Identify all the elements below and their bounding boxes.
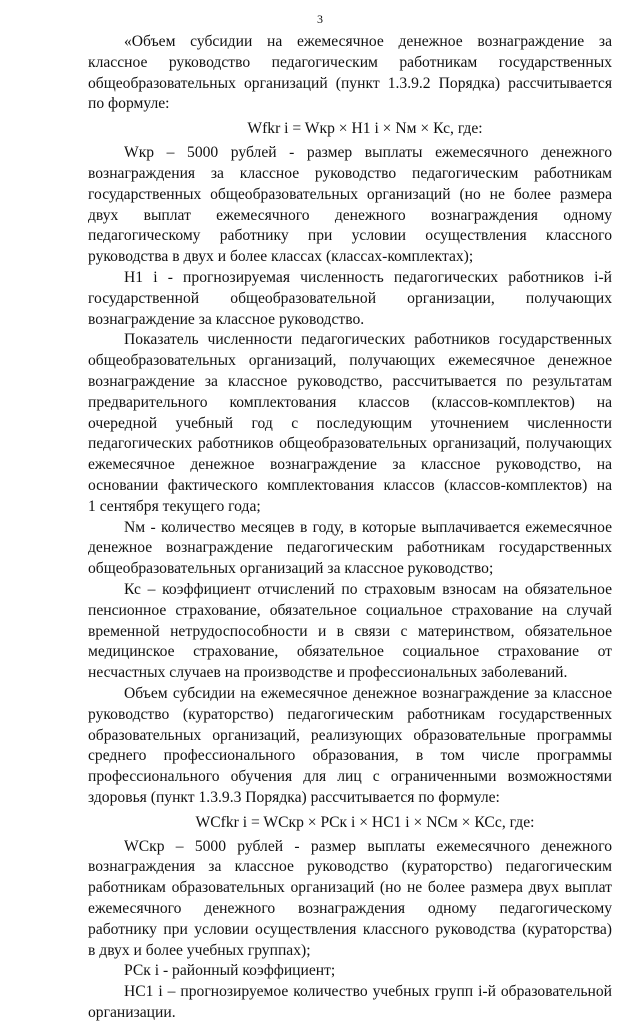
text-line: РСк i - районный коэффициент;	[124, 962, 336, 980]
text-line: по формуле:	[88, 95, 170, 113]
text-line: работникам образовательных организаций (но не более размера двух выплат	[88, 879, 612, 897]
text-line: ежемесячное денежное вознаграждение за классное руководство, на	[88, 456, 612, 474]
text-line: среднего профессионального образования, в том числе программы	[88, 747, 612, 765]
text-line: государственной общеобразовательной организации, получающих	[88, 289, 612, 307]
page-number: 3	[317, 12, 323, 26]
text-line: классное руководство педагогическим работникам государственных	[88, 53, 612, 71]
text-line: организации.	[88, 1004, 176, 1022]
formula: Wfkr i = Wкр × Н1 i × Nм × Кс, где:	[247, 120, 483, 138]
text-line: руководство (кураторство) педагогическим работникам государственных	[88, 705, 612, 723]
text-line: руководства в двух и более классах (классах-комплектах);	[88, 248, 474, 266]
text-line: ежемесячного денежного вознаграждения одному педагогическому	[88, 900, 612, 918]
text-line: здоровья (пункт 1.3.9.3 Порядка) рассчитывается по формуле:	[88, 788, 500, 806]
text-line: двух выплат ежемесячного денежного вознаграждения одному	[88, 206, 612, 224]
text-line: вознаграждение за классное руководство, рассчитывается по результатам	[88, 372, 612, 390]
document-body	[88, 32, 612, 1024]
text-line: Н1 i - прогнозируемая численность педагогических работников i-й	[124, 268, 612, 286]
text-line: очередной учебный год с последующим уточнением численности	[88, 414, 612, 432]
text-line: денежное вознаграждение педагогическим работникам государственных	[88, 539, 612, 557]
text-line: предварительного комплектования классов (классов-комплектов) на	[88, 393, 612, 411]
text-line: несчастных случаев на производстве и профессиональных заболеваний.	[88, 664, 568, 682]
text-line: образовательных организаций, реализующих образовательные программы	[88, 726, 612, 744]
text-line: педагогическому работнику при условии осуществления классного	[88, 227, 612, 245]
text-line: Кс – коэффициент отчислений по страховым взносам на обязательное	[124, 580, 612, 598]
text-line: «Объем субсидии на ежемесячное денежное вознаграждение за	[124, 33, 612, 50]
text-line: Объем субсидии на ежемесячное денежное вознаграждение за классное	[124, 684, 612, 702]
text-line: 1 сентября текущего года;	[88, 497, 261, 515]
text-line: Показатель численности педагогических работников государственных	[124, 331, 612, 349]
text-line: общеобразовательных организаций за классное руководство;	[88, 560, 494, 578]
text-line: в двух и более учебных группах);	[88, 941, 311, 959]
text-line: профессионального обучения для лиц с ограниченными возможностями	[88, 768, 612, 786]
text-line: общеобразовательных организаций, получающих ежемесячное денежное	[88, 352, 612, 370]
text-line: НС1 i – прогнозируемое количество учебных групп i-й образовательной	[124, 983, 612, 1001]
text-line: Nм - количество месяцев в году, в которые выплачивается ежемесячное	[124, 518, 612, 536]
text-line: WСкр – 5000 рублей - размер выплаты ежемесячного денежного	[124, 837, 612, 855]
text-line: вознаграждения за классное руководство педагогическим работникам	[88, 164, 612, 182]
text-line: вознаграждение за классное руководство.	[88, 310, 365, 328]
text-line: работнику при условии осуществления классного руководства (кураторства)	[88, 920, 612, 938]
text-line: общеобразовательных организаций (пункт 1.3.9.2 Порядка) рассчитывается	[88, 74, 612, 92]
text-line: временной нетрудоспособности и в связи с материнством, обязательное	[88, 622, 612, 640]
text-line: Wкр – 5000 рублей - размер выплаты ежемесячного денежного	[124, 144, 612, 162]
text-line: пенсионное страхование, обязательное социальное страхование на случай	[88, 601, 612, 619]
text-line: вознаграждения за классное руководство (кураторство) педагогическим	[88, 858, 612, 876]
text-line: педагогических работников общеобразовательных организаций, получающих	[88, 435, 612, 453]
formula: WCfkr i = WCкр × PCк i × НС1 i × NСм × КСс, где:	[195, 813, 535, 831]
text-line: основании фактического комплектования классов (классов-комплектов) на	[88, 476, 612, 494]
text-line: государственных общеобразовательных организаций (но не более размера	[88, 185, 612, 203]
text-line: медицинское страхование, обязательное социальное страхование от	[88, 643, 612, 661]
